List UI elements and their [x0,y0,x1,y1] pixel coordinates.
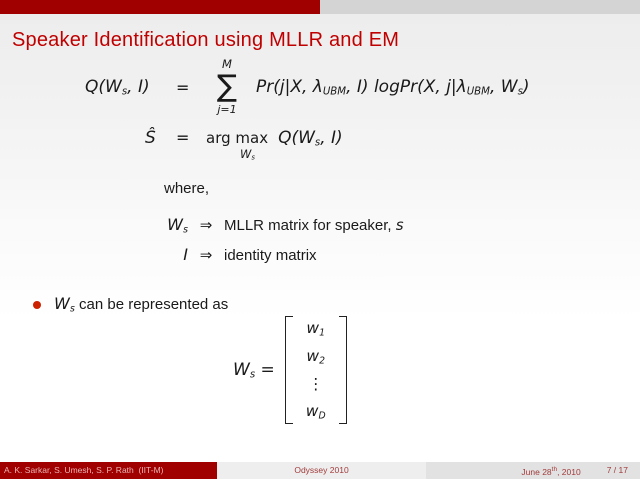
matrix-entry: wD [305,401,326,421]
sum-operator [206,59,248,115]
matrix-entry: w2 [306,347,326,367]
subscript-ubm: UBM [466,86,490,98]
ws-variable: Ws [54,294,75,315]
matrix-entries [293,317,339,423]
subscript-s: s [517,86,523,98]
bullet-icon [33,301,41,309]
equals-sign: = [176,128,190,147]
eq2-lhs: Ŝ [145,128,156,148]
eq1-rhs: Pr(j|X, λUBM, I) logPr(X, j|λUBM, Ws) [256,76,530,98]
definition-symbol-ws: Ws [167,215,188,236]
sum-lower-limit: j=1 [217,102,237,116]
matrix-lhs: Ws = [233,359,275,381]
argmax-operator [206,127,268,164]
footer-date: June 28th, 2010 [521,465,581,477]
definition-meaning-i: identity matrix [224,247,317,265]
sigma-icon: ∑ [216,68,238,104]
argmax-label: arg max [206,129,269,147]
matrix-entry: w1 [306,319,326,339]
equation-q-function [85,55,530,119]
argmax-subscript: Ws [240,147,255,162]
matrix-bracket-left [285,316,293,424]
top-bar-red [0,0,320,14]
definition-list [128,215,404,271]
implies-arrow-icon: ⇒ [199,216,213,234]
footer-authors: A. K. Sarkar, S. Umesh, S. P. Rath (IIT-M) [0,462,217,479]
footer-venue: Odyssey 2010 [217,462,426,479]
vertical-ellipsis-icon: ⋮ [307,375,324,393]
subscript-s: s [314,137,321,149]
footer-right [426,462,640,479]
equals-sign: = [176,77,190,97]
slide-title: Speaker Identification using MLLR and EM [12,29,400,51]
definition-meaning-ws: MLLR matrix for speaker, s [224,216,404,234]
definition-symbol-i: I [183,245,188,265]
footer [0,462,640,479]
sum-upper-limit: M [222,57,232,72]
top-bar-gray [320,0,640,14]
bullet-text: Ws can be represented as [54,294,229,315]
equation-s-hat [145,127,343,164]
footer-page-number: 7 / 17 [606,465,628,475]
subscript-s: s [121,86,128,98]
matrix-bracket-right [339,316,347,424]
matrix-equation [233,315,347,425]
eq1-lhs: Q(Ws, I) [85,76,150,98]
eq2-rhs: Q(Ws, I) [278,128,343,149]
subscript-ubm: UBM [322,86,347,98]
implies-arrow-icon: ⇒ [199,246,213,265]
where-label: where, [164,180,210,197]
